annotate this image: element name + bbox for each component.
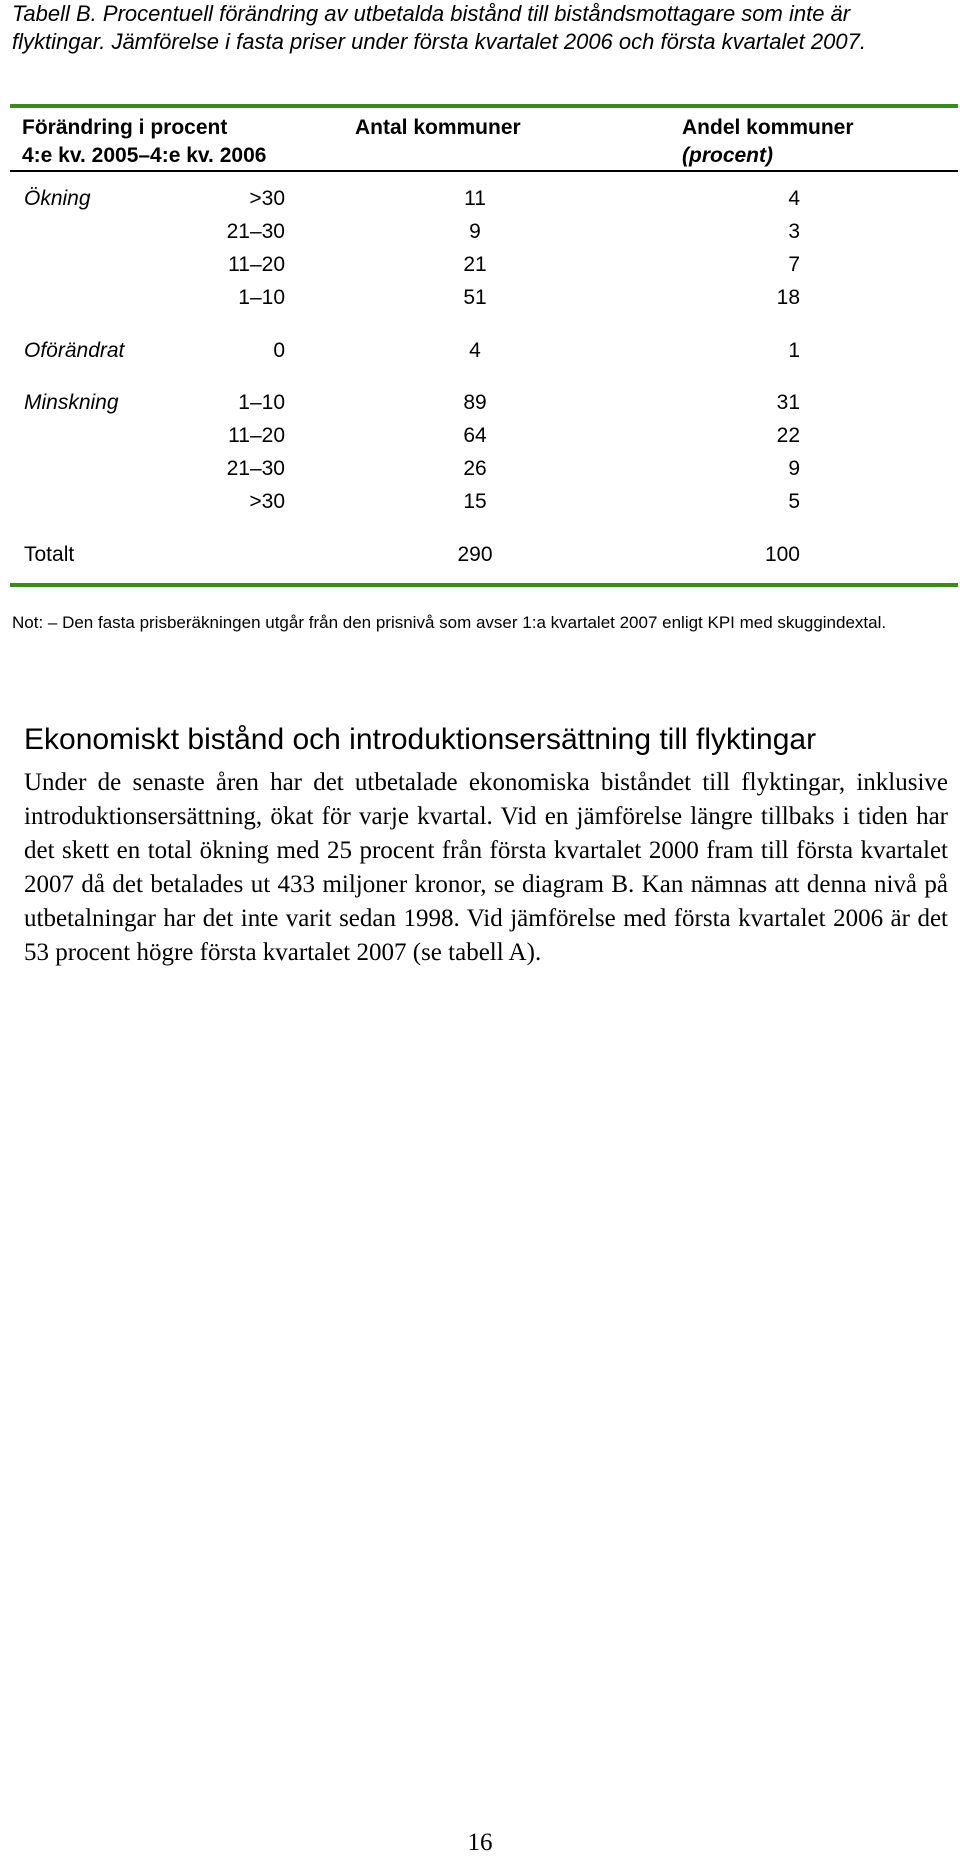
total-label: Totalt (24, 543, 75, 566)
row-count: 11 (464, 187, 486, 210)
row-share: 7 (788, 253, 800, 276)
row-share: 9 (788, 457, 800, 480)
row-share: 3 (788, 220, 800, 243)
row-range: 1–10 (238, 391, 285, 414)
section-heading: Ekonomiskt bistånd och introduktionsersättning till flyktingar (24, 723, 817, 756)
page-number: 16 (467, 1829, 493, 1856)
row-range: >30 (249, 187, 285, 210)
row-range: 21–30 (226, 220, 285, 243)
row-group-label: Minskning (24, 391, 119, 414)
row-group-label: Ökning (24, 187, 91, 210)
total-count: 290 (457, 543, 493, 566)
header-count: Antal kommuner (355, 116, 521, 139)
row-range: 11–20 (228, 253, 285, 276)
row-share: 4 (788, 187, 800, 210)
row-share: 1 (788, 339, 800, 362)
row-range: >30 (249, 490, 285, 513)
table-bottom-rule (10, 583, 958, 587)
header-change-line2: 4:e kv. 2005–4:e kv. 2006 (22, 144, 267, 167)
row-share: 31 (776, 391, 800, 414)
row-range: 21–30 (226, 457, 285, 480)
row-count: 9 (469, 220, 481, 243)
total-share: 100 (764, 543, 800, 566)
header-share-line1: Andel kommuner (682, 116, 854, 139)
row-count: 4 (469, 339, 481, 362)
table-caption: Tabell B. Procentuell förändring av utbetalda bistånd till biståndsmottagare som inte är flyktingar. Jämförelse i fasta priser under första kvartalet 2006 och första kvartalet 2007. (12, 1, 866, 54)
header-rule (10, 170, 958, 172)
row-count: 21 (463, 253, 487, 276)
row-share: 22 (776, 424, 800, 447)
row-count: 26 (463, 457, 487, 480)
row-share: 5 (788, 490, 800, 513)
table-note: Not: – Den fasta prisberäkningen utgår från den prisnivå som avser 1:a kvartalet 2007 enligt KPI med skuggindextal. (12, 613, 887, 632)
row-range: 11–20 (228, 424, 285, 447)
row-count: 51 (463, 286, 487, 309)
row-count: 64 (463, 424, 487, 447)
row-count: 89 (463, 391, 487, 414)
header-change-line1: Förändring i procent (22, 116, 228, 139)
body-paragraph: Under de senaste åren har det utbetalade ekonomiska biståndet till flyktingar, inklusive introduktionsersättning, ökat för varje kvartal. Vid en jämförelse längre tillbaks i tiden har det skett en total ökning med 25 procent från första kvartalet 2000 fram till första kvartalet 2007 då det betalades ut 433 miljoner kronor, se diagram B. Kan nämnas att denna nivå på utbetalningar har det inte varit sedan 1998. Vid jämförelse med första kvartalet 2006 är det 53 procent högre första kvartalet 2007 (se tabell A). (24, 769, 948, 966)
header-share (682, 114, 854, 170)
row-count: 15 (463, 490, 487, 513)
row-range: 0 (273, 339, 285, 362)
row-share: 18 (776, 286, 800, 309)
table-top-rule (10, 104, 958, 108)
header-share-line2: (procent) (682, 144, 773, 167)
row-group-label: Oförändrat (24, 339, 125, 362)
header-change (22, 114, 266, 170)
row-range: 1–10 (238, 286, 285, 309)
